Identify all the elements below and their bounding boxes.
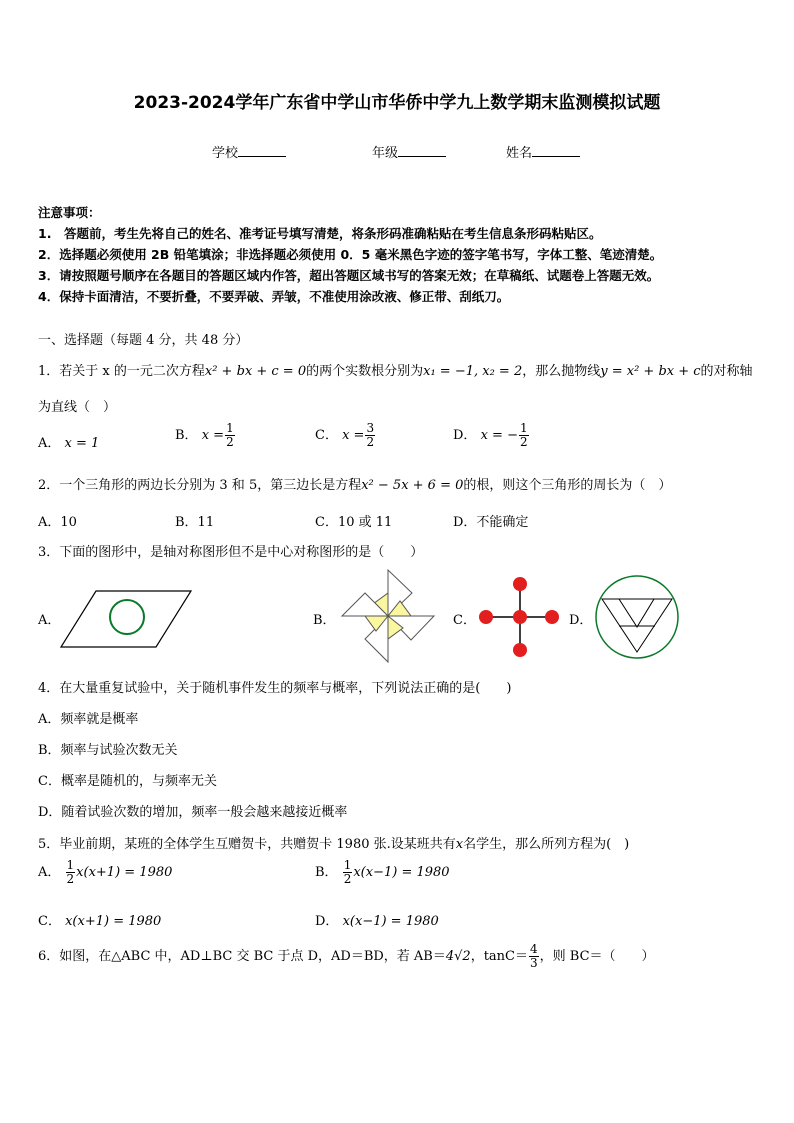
section-heading: 一、选择题（每题 4 分，共 48 分） [38, 333, 249, 348]
question-3-stem: 3．下面的图形中，是轴对称图形但不是中心对称图形的是（ ） [38, 545, 424, 560]
question-6-stem: 6．如图，在△ABC 中，AD⊥BC 交 BC 于点 D，AD＝BD，若 AB＝4√2，tanC＝ $\frac{4}{3}$ ，则 BC＝（ ） [38, 942, 655, 970]
page-title: 2023-2024学年广东省中学山市华侨中学九上数学期末监测模拟试题 [133, 93, 661, 113]
q3-option-a[interactable]: A． [38, 613, 61, 628]
cross-dots-figure [474, 572, 566, 660]
q1-parabola: y = x² + bx + c [600, 364, 701, 379]
question-4-stem: 4．在大量重复试验中，关于随机事件发生的频率与概率，下列说法正确的是( ) [38, 681, 512, 696]
q1-option-c[interactable]: C． x = $\frac{3}{2}$ [315, 421, 375, 449]
q1-option-a[interactable]: A． x = 1 [38, 436, 100, 451]
q4-option-a[interactable]: A．频率就是概率 [38, 712, 139, 727]
q1-equation: x² + bx + c = 0 [204, 364, 307, 379]
school-label: 学校 [212, 146, 239, 161]
question-2-stem: 2．一个三角形的两边长分别为 3 和 5，第三边长是方程x² − 5x + 6 = 0的根，则这个三角形的周长为（ ） [38, 478, 672, 493]
q2-equation: x² − 5x + 6 = 0 [361, 478, 464, 493]
name-label: 姓名 [506, 146, 533, 161]
q4-option-c[interactable]: C．概率是随机的，与频率无关 [38, 774, 217, 789]
circle-triangle-figure [592, 572, 682, 662]
grade-label: 年级 [372, 146, 399, 161]
q1-option-d[interactable]: D． x = − $\frac{1}{2}$ [453, 421, 528, 449]
q4-option-d[interactable]: D．随着试验次数的增加，频率一般会越来越接近概率 [38, 805, 348, 820]
q2-option-d[interactable]: D．不能确定 [453, 515, 529, 530]
notice-item-2: 2．选择题必须使用 2B 铅笔填涂；非选择题必须使用 0．5 毫米黑色字迹的签字笔书写，字体工整、笔迹清楚。 [38, 247, 663, 262]
q2-option-c[interactable]: C．10 或 11 [315, 515, 393, 530]
name-field[interactable] [506, 142, 580, 161]
q3-option-c[interactable]: C． [453, 613, 476, 628]
q5-option-a[interactable]: A． $\frac{1}{2}$ x(x+1) = 1980 [38, 858, 173, 886]
q2-option-a[interactable]: A．10 [38, 515, 77, 530]
grade-field[interactable] [372, 142, 446, 161]
notice-item-4: 4．保持卡面清洁，不要折叠，不要弄破、弄皱，不准使用涂改液、修正带、刮纸刀。 [38, 289, 510, 304]
q3-option-b[interactable]: B． [313, 613, 336, 628]
q1-roots: x₁ = −1, x₂ = 2 [423, 364, 523, 379]
school-field[interactable] [212, 142, 286, 161]
parallelogram-circle-figure [58, 588, 194, 650]
question-1-stem: 1．若关于 x 的一元二次方程x² + bx + c = 0的两个实数根分别为x₁ = −1, x₂ = 2，那么抛物线y = x² + bx + c的对称轴 [38, 364, 753, 379]
q2-option-b[interactable]: B．11 [175, 515, 215, 530]
notice-item-1: 1. 答题前，考生先将自己的姓名、准考证号填写清楚，将条形码准确粘贴在考生信息条形码粘贴区。 [38, 226, 602, 241]
q3-option-d[interactable]: D． [569, 613, 593, 628]
q5-option-c[interactable]: C． x(x+1) = 1980 [38, 914, 162, 929]
q4-option-b[interactable]: B．频率与试验次数无关 [38, 743, 178, 758]
question-5-stem: 5．毕业前期，某班的全体学生互赠贺卡，共赠贺卡 1980 张.设某班共有x名学生，那么所列方程为( ) [38, 837, 630, 852]
notice-heading: 注意事项： [38, 205, 101, 220]
q5-option-d[interactable]: D． x(x−1) = 1980 [315, 914, 439, 929]
notice-item-3: 3．请按照题号顺序在各题目的答题区域内作答，超出答题区域书写的答案无效；在草稿纸、试题卷上答题无效。 [38, 268, 660, 283]
q6-ab-value: 4√2 [445, 949, 471, 964]
q1-option-b[interactable]: B． x = $\frac{1}{2}$ [175, 421, 234, 449]
question-1-stem-cont: 为直线（ ） [38, 400, 117, 415]
pinwheel-figure [337, 568, 439, 664]
q5-option-b[interactable]: B． $\frac{1}{2}$ x(x−1) = 1980 [315, 858, 450, 886]
